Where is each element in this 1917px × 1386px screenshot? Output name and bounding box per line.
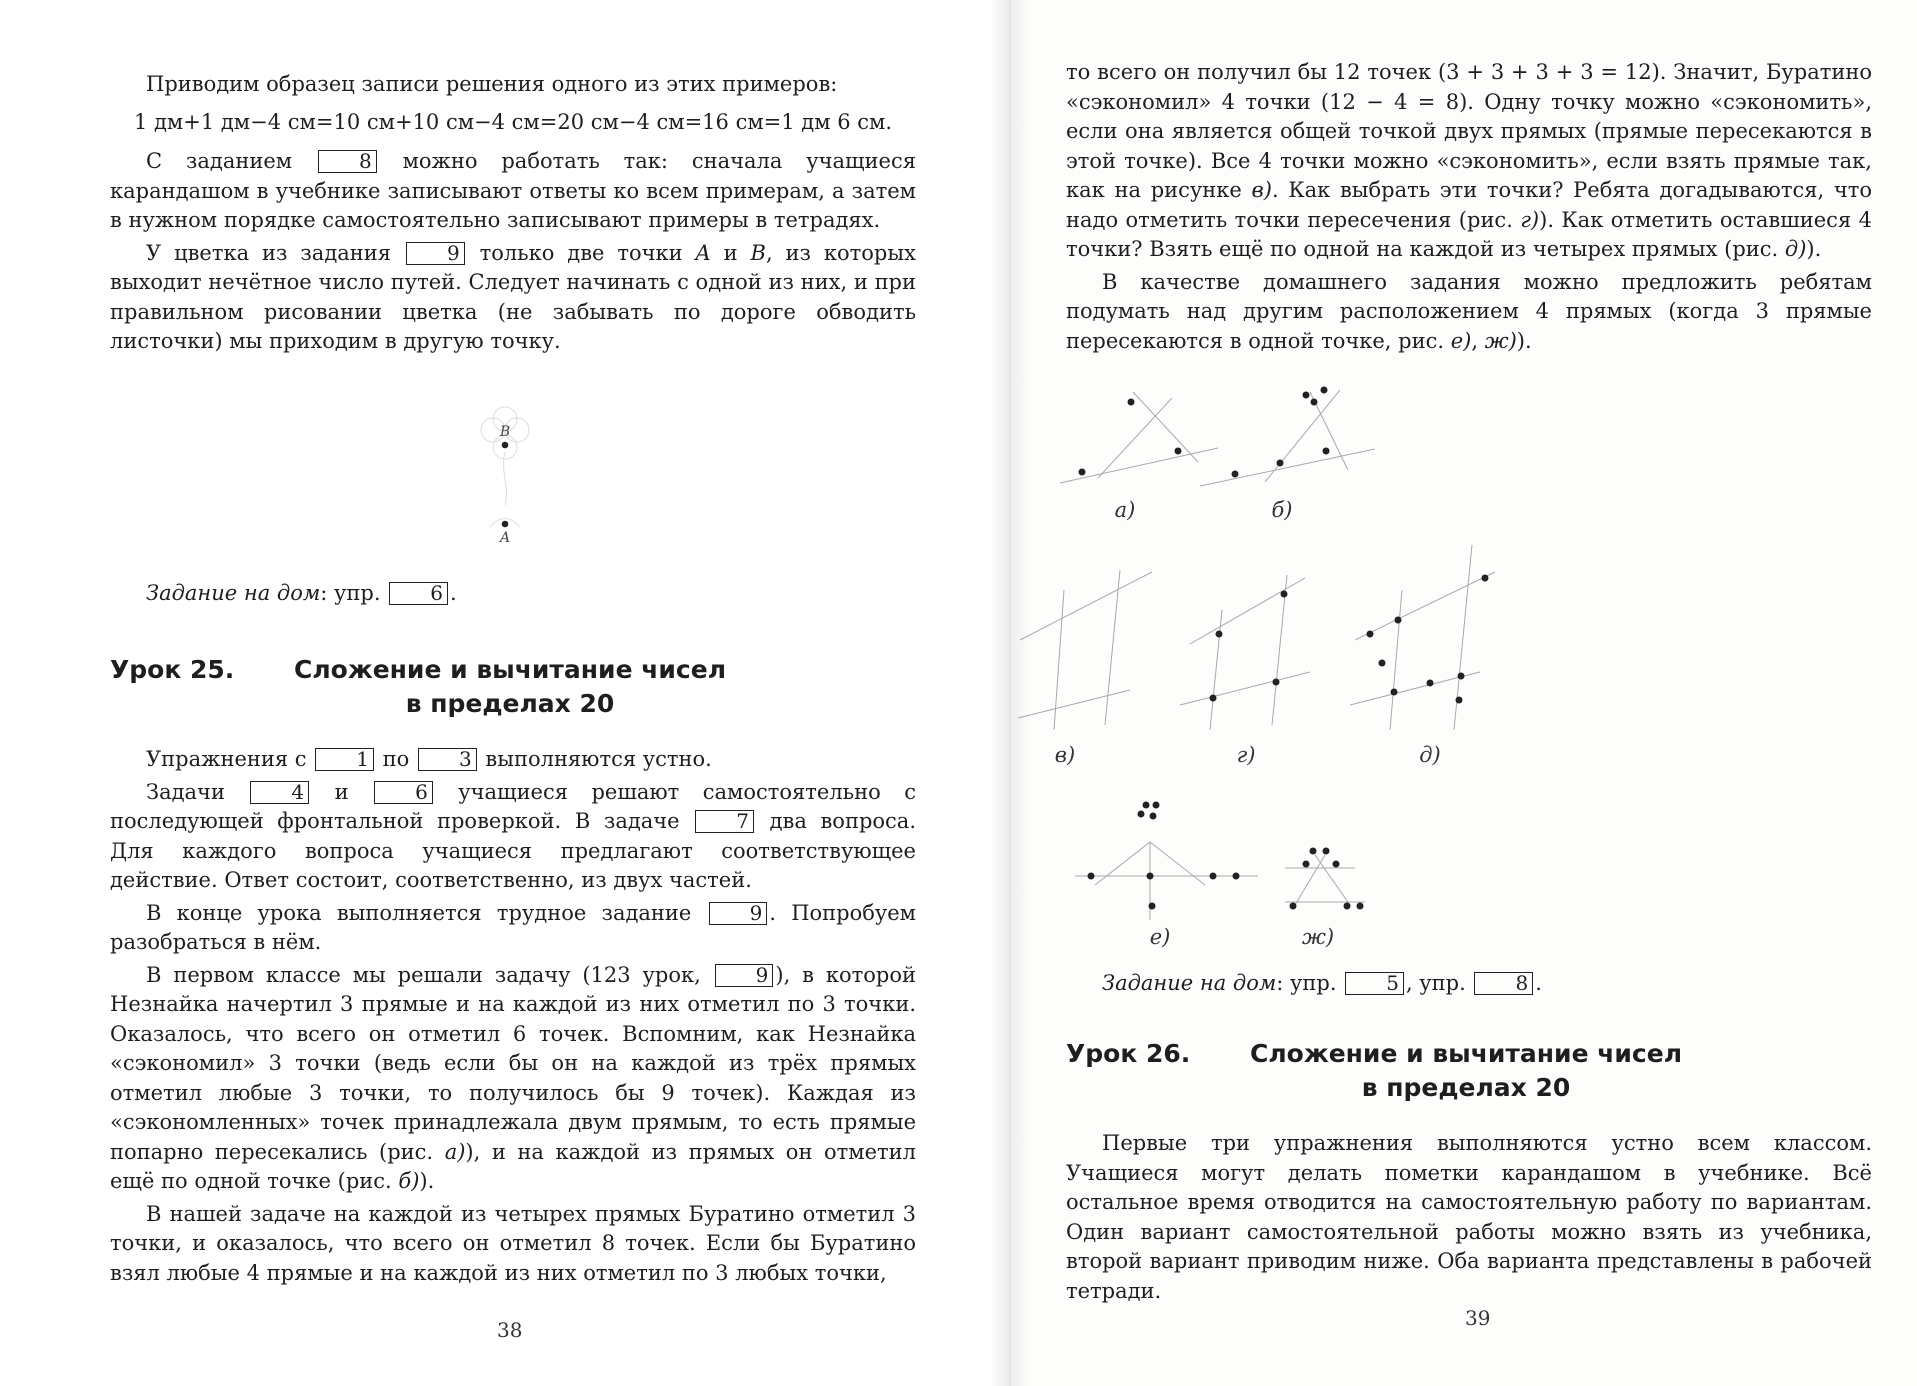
figure-d-point: [1395, 617, 1402, 624]
page-number-left: 38: [497, 1318, 523, 1342]
figure-e-point: [1150, 813, 1157, 820]
figure-e-point: [1149, 903, 1156, 910]
figure-g-point: [1210, 695, 1217, 702]
right-column-lower: [1066, 965, 1872, 1309]
task-number-box: 9: [406, 242, 465, 265]
figure-label-e: е): [1149, 925, 1171, 949]
figure-b-point: [1321, 387, 1328, 394]
figure-b-point: [1311, 399, 1318, 406]
homework-line: Задание на дом: упр. 5 , упр. 8 .: [1102, 971, 1542, 995]
task-number-box: 8: [318, 150, 377, 173]
left-column-lower: [110, 575, 916, 1291]
paragraph-task-8: С заданием 8 можно работать так: сначала учащиеся карандашом в учебнике записывают ответы ко всем примерам, а затем в нужном порядке самостоятельно записывают примеры в тетрадях.: [110, 149, 916, 232]
figure-g-point: [1281, 591, 1288, 598]
figure-a-point: [1079, 469, 1086, 476]
paragraph-difficult-task: В конце урока выполняется трудное задание 9 . Попробуем разобраться в нём.: [110, 900, 916, 954]
lesson-number: Урок 25.: [110, 655, 235, 684]
lesson-25-heading: [110, 653, 916, 721]
figure-e-point: [1210, 873, 1217, 880]
page-right: [1010, 0, 1917, 1386]
flower-stem: [504, 452, 507, 505]
task-number-box: 7: [695, 810, 754, 833]
figure-zh-point: [1333, 861, 1340, 868]
figure-a-point: [1175, 448, 1182, 455]
lesson-title: Сложение и вычитание чисел в пределах 20: [293, 655, 727, 718]
figure-v-line: [1020, 572, 1152, 640]
figure-zh-point: [1290, 903, 1297, 910]
figure-e-line: [1150, 842, 1205, 885]
figure-zh-point: [1323, 848, 1330, 855]
label-a: A: [499, 530, 511, 546]
task-number-box: 9: [715, 964, 774, 987]
figure-e-point: [1138, 811, 1145, 818]
figure-zh-point: [1310, 848, 1317, 855]
page-number-right: 39: [1465, 1306, 1491, 1330]
figure-e-point: [1233, 873, 1240, 880]
figure-b-line: [1265, 390, 1340, 482]
figure-e-point: [1088, 873, 1095, 880]
task-number-box: 3: [418, 748, 477, 771]
book-gutter: [990, 0, 1030, 1386]
paragraph-tasks-4-6: Задачи 4 и 6 учащиеся решают самостоятельно с последующей фронтальной проверкой. В задаче 7 два вопроса. Для каждого вопроса учащиеся предлагают соответствующее действие. Ответ состоит, соответственно, из двух частей.: [110, 779, 916, 892]
figure-zh-point: [1303, 861, 1310, 868]
flower-figure: [470, 392, 540, 552]
figure-zh-point: [1344, 903, 1351, 910]
task-number-box: 6: [389, 582, 448, 605]
figure-b-point: [1277, 460, 1284, 467]
figure-d-point: [1367, 631, 1374, 638]
paragraph-homework-idea: В качестве домашнего задания можно предложить ребятам подумать над другим расположением 4 прямых (когда 3 прямые пересекаются в одной точке, рис. е), ж)).: [1066, 269, 1872, 353]
figure-g-line: [1180, 672, 1310, 705]
figure-d-point: [1456, 697, 1463, 704]
figure-g-point: [1273, 679, 1280, 686]
figure-e-point: [1147, 873, 1154, 880]
figure-g-line: [1210, 610, 1222, 730]
figure-zh-line: [1315, 855, 1350, 905]
lines-figures: [1010, 0, 1917, 1000]
lesson-26-heading: [1066, 1037, 1872, 1105]
figure-d-point: [1458, 673, 1465, 680]
figure-d-line: [1390, 590, 1402, 730]
task-number-box: 5: [1345, 972, 1404, 995]
paragraph-oral: Упражнения с 1 по 3 выполняются устно.: [146, 747, 712, 771]
label-b: B: [499, 424, 511, 440]
point-b: [502, 442, 509, 449]
figure-g-line: [1190, 578, 1305, 644]
figure-g-line: [1272, 575, 1287, 725]
figure-label-d: д): [1419, 743, 1441, 767]
figure-label-v: в): [1054, 743, 1076, 767]
task-number-box: 9: [709, 902, 768, 925]
formula-line: 1 дм+1 дм−4 см=10 см+10 см−4 см=20 см−4 см=16 см=1 дм 6 см.: [133, 109, 893, 134]
figure-d-point: [1427, 680, 1434, 687]
figure-label-zh: ж): [1301, 925, 1335, 949]
figure-d-point: [1391, 689, 1398, 696]
figure-d-point: [1379, 660, 1386, 667]
figure-d-line: [1355, 572, 1495, 640]
figure-e-point: [1153, 802, 1160, 809]
figure-e-point: [1143, 802, 1150, 809]
figure-a-line: [1133, 392, 1198, 462]
figure-a-line: [1060, 448, 1218, 483]
figure-e-line: [1095, 842, 1150, 885]
paragraph-continuation: то всего он получил бы 12 точек (3 + 3 + 3 + 3 = 12). Значит, Буратино «сэкономил» 4 точки (12 − 4 = 8). Одну точку можно «сэкономить», если она является общей точкой двух прямых (прямые пересекаются в этой точке). Все 4 точки можно «сэкономить», если взять прямые так, как на рисунке в). Как выбрать эти точки? Ребята догадываются, что надо отметить точки пересечения (рис. г)). Как отметить оставшиеся 4 точки? Взять ещё по одной на каждой из четырех прямых (рис. д)).: [1066, 60, 1872, 261]
figure-zh-point: [1357, 903, 1364, 910]
intro-text: Приводим образец записи решения одного из этих примеров:: [146, 72, 838, 96]
task-number-box: 8: [1474, 972, 1533, 995]
figure-b-point: [1323, 448, 1330, 455]
figure-label-a: а): [1114, 498, 1136, 522]
figure-d-point: [1482, 575, 1489, 582]
lesson-number: Урок 26.: [1066, 1039, 1191, 1068]
homework-line: Задание на дом: упр. 6 .: [146, 581, 457, 605]
point-a: [502, 521, 509, 528]
figure-b-point: [1232, 471, 1239, 478]
paragraph-neznayka: В первом классе мы решали задачу (123 урок, 9 ), в которой Незнайка начертил 3 прямые и на каждой из них отметил по 3 точки. Оказалось, что всего он отметил 6 точек. Вспомним, как Незнайка «сэкономил» 3 точки (ведь если бы он на каждой из трёх прямых отметил любые 3 точки, то получилось бы 9 точек). Каждая из «сэкономленных» точек принадлежала двум прямым, то есть прямые попарно пересекались (рис. а)), и на каждой из прямых он отметил ещё по одной точке (рис. б)).: [110, 962, 916, 1193]
figure-v-line: [1018, 690, 1130, 718]
task-number-box: 4: [250, 781, 309, 804]
figure-g-point: [1216, 631, 1223, 638]
task-number-box: 6: [374, 781, 433, 804]
figure-a-point: [1128, 399, 1135, 406]
lesson-title: Сложение и вычитание чисел в пределах 20: [1249, 1039, 1683, 1102]
figure-v-line: [1054, 590, 1064, 730]
figure-v-line: [1105, 570, 1120, 725]
task-number-box: 1: [315, 748, 374, 771]
paragraph-lesson-26: Первые три упражнения выполняются устно всем классом. Учащиеся могут делать пометки карандашом в учебнике. Всё остальное время отводится на самостоятельную работу по вариантам. Один вариант самостоятельной работы можно взять из учебника, второй вариант приводим ниже. Оба варианта представлены в рабочей тетради.: [1066, 1131, 1872, 1303]
paragraph-buratino: В нашей задаче на каждой из четырех прямых Буратино отметил 3 точки, и оказалось, что всего он отметил 8 точек. Если бы Буратино взял любые 4 прямые и на каждой из них отметил по 3 любых точки,: [110, 1201, 916, 1285]
left-column: [110, 70, 916, 360]
figure-label-g: г): [1236, 743, 1256, 767]
paragraph-task-9: У цветка из задания 9 только две точки A и B, из которых выходит нечётное число путей. Следует начинать с одной из них, и при правильном рисовании цветка (не забывать по дороге обводить листочки) мы приходим в другую точку.: [110, 240, 916, 353]
figure-b-point: [1303, 392, 1310, 399]
figure-label-b: б): [1271, 498, 1293, 522]
